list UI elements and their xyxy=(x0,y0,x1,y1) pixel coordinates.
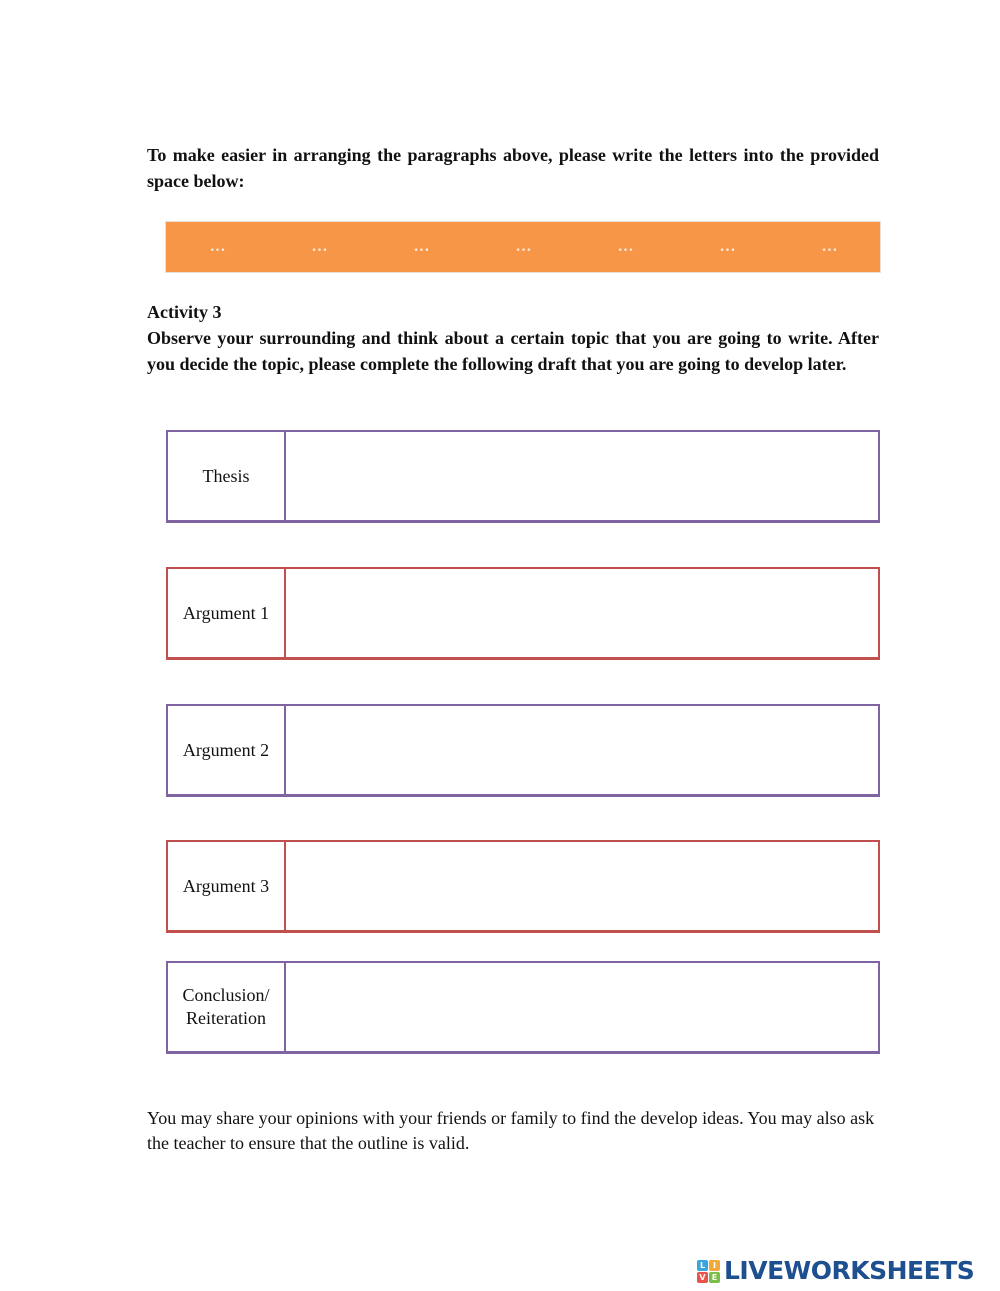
argument-1-input[interactable] xyxy=(286,569,878,657)
letter-slot-2[interactable]: … xyxy=(311,238,329,255)
letter-slot-6[interactable]: … xyxy=(719,238,737,255)
logo-text: LIVEWORKSHEETS xyxy=(724,1256,975,1285)
argument-2-input[interactable] xyxy=(286,706,878,794)
activity-instructions: Observe your surrounding and think about a certain topic that you are going to write. After you decide the topic, please complete the following draft that you are going to develop later. xyxy=(147,328,879,374)
draft-row-conclusion xyxy=(166,961,880,1054)
liveworksheets-logo xyxy=(697,1256,974,1286)
logo-mark-letter: E xyxy=(709,1272,720,1283)
draft-row-thesis xyxy=(166,430,880,523)
letter-slot-7[interactable]: … xyxy=(821,238,839,255)
logo-mark-letter: L xyxy=(697,1260,708,1271)
draft-label-thesis: Thesis xyxy=(168,432,286,520)
logo-mark-letter: I xyxy=(709,1260,720,1271)
draft-row-argument-2 xyxy=(166,704,880,797)
draft-row-argument-1 xyxy=(166,567,880,660)
logo-mark-letter: V xyxy=(697,1272,708,1283)
letter-slot-1[interactable]: … xyxy=(209,238,227,255)
letter-slot-4[interactable]: … xyxy=(515,238,533,255)
logo-mark-icon xyxy=(697,1260,720,1283)
letter-answer-bar xyxy=(165,221,881,273)
conclusion-input[interactable] xyxy=(286,963,878,1051)
draft-label-conclusion: Conclusion/ Reiteration xyxy=(168,963,286,1051)
closing-note: You may share your opinions with your friends or family to find the develop ideas. You may also ask the teacher to ensure that the outline is valid. xyxy=(147,1108,875,1153)
intro-instructions: To make easier in arranging the paragraphs above, please write the letters into the provided space below: xyxy=(147,145,879,191)
activity-title: Activity 3 xyxy=(147,302,222,322)
draft-label-argument-1: Argument 1 xyxy=(168,569,286,657)
letter-slot-3[interactable]: … xyxy=(413,238,431,255)
thesis-input[interactable] xyxy=(286,432,878,520)
argument-3-input[interactable] xyxy=(286,842,878,930)
draft-label-argument-2: Argument 2 xyxy=(168,706,286,794)
letter-slot-5[interactable]: … xyxy=(617,238,635,255)
draft-label-argument-3: Argument 3 xyxy=(168,842,286,930)
draft-row-argument-3 xyxy=(166,840,880,933)
